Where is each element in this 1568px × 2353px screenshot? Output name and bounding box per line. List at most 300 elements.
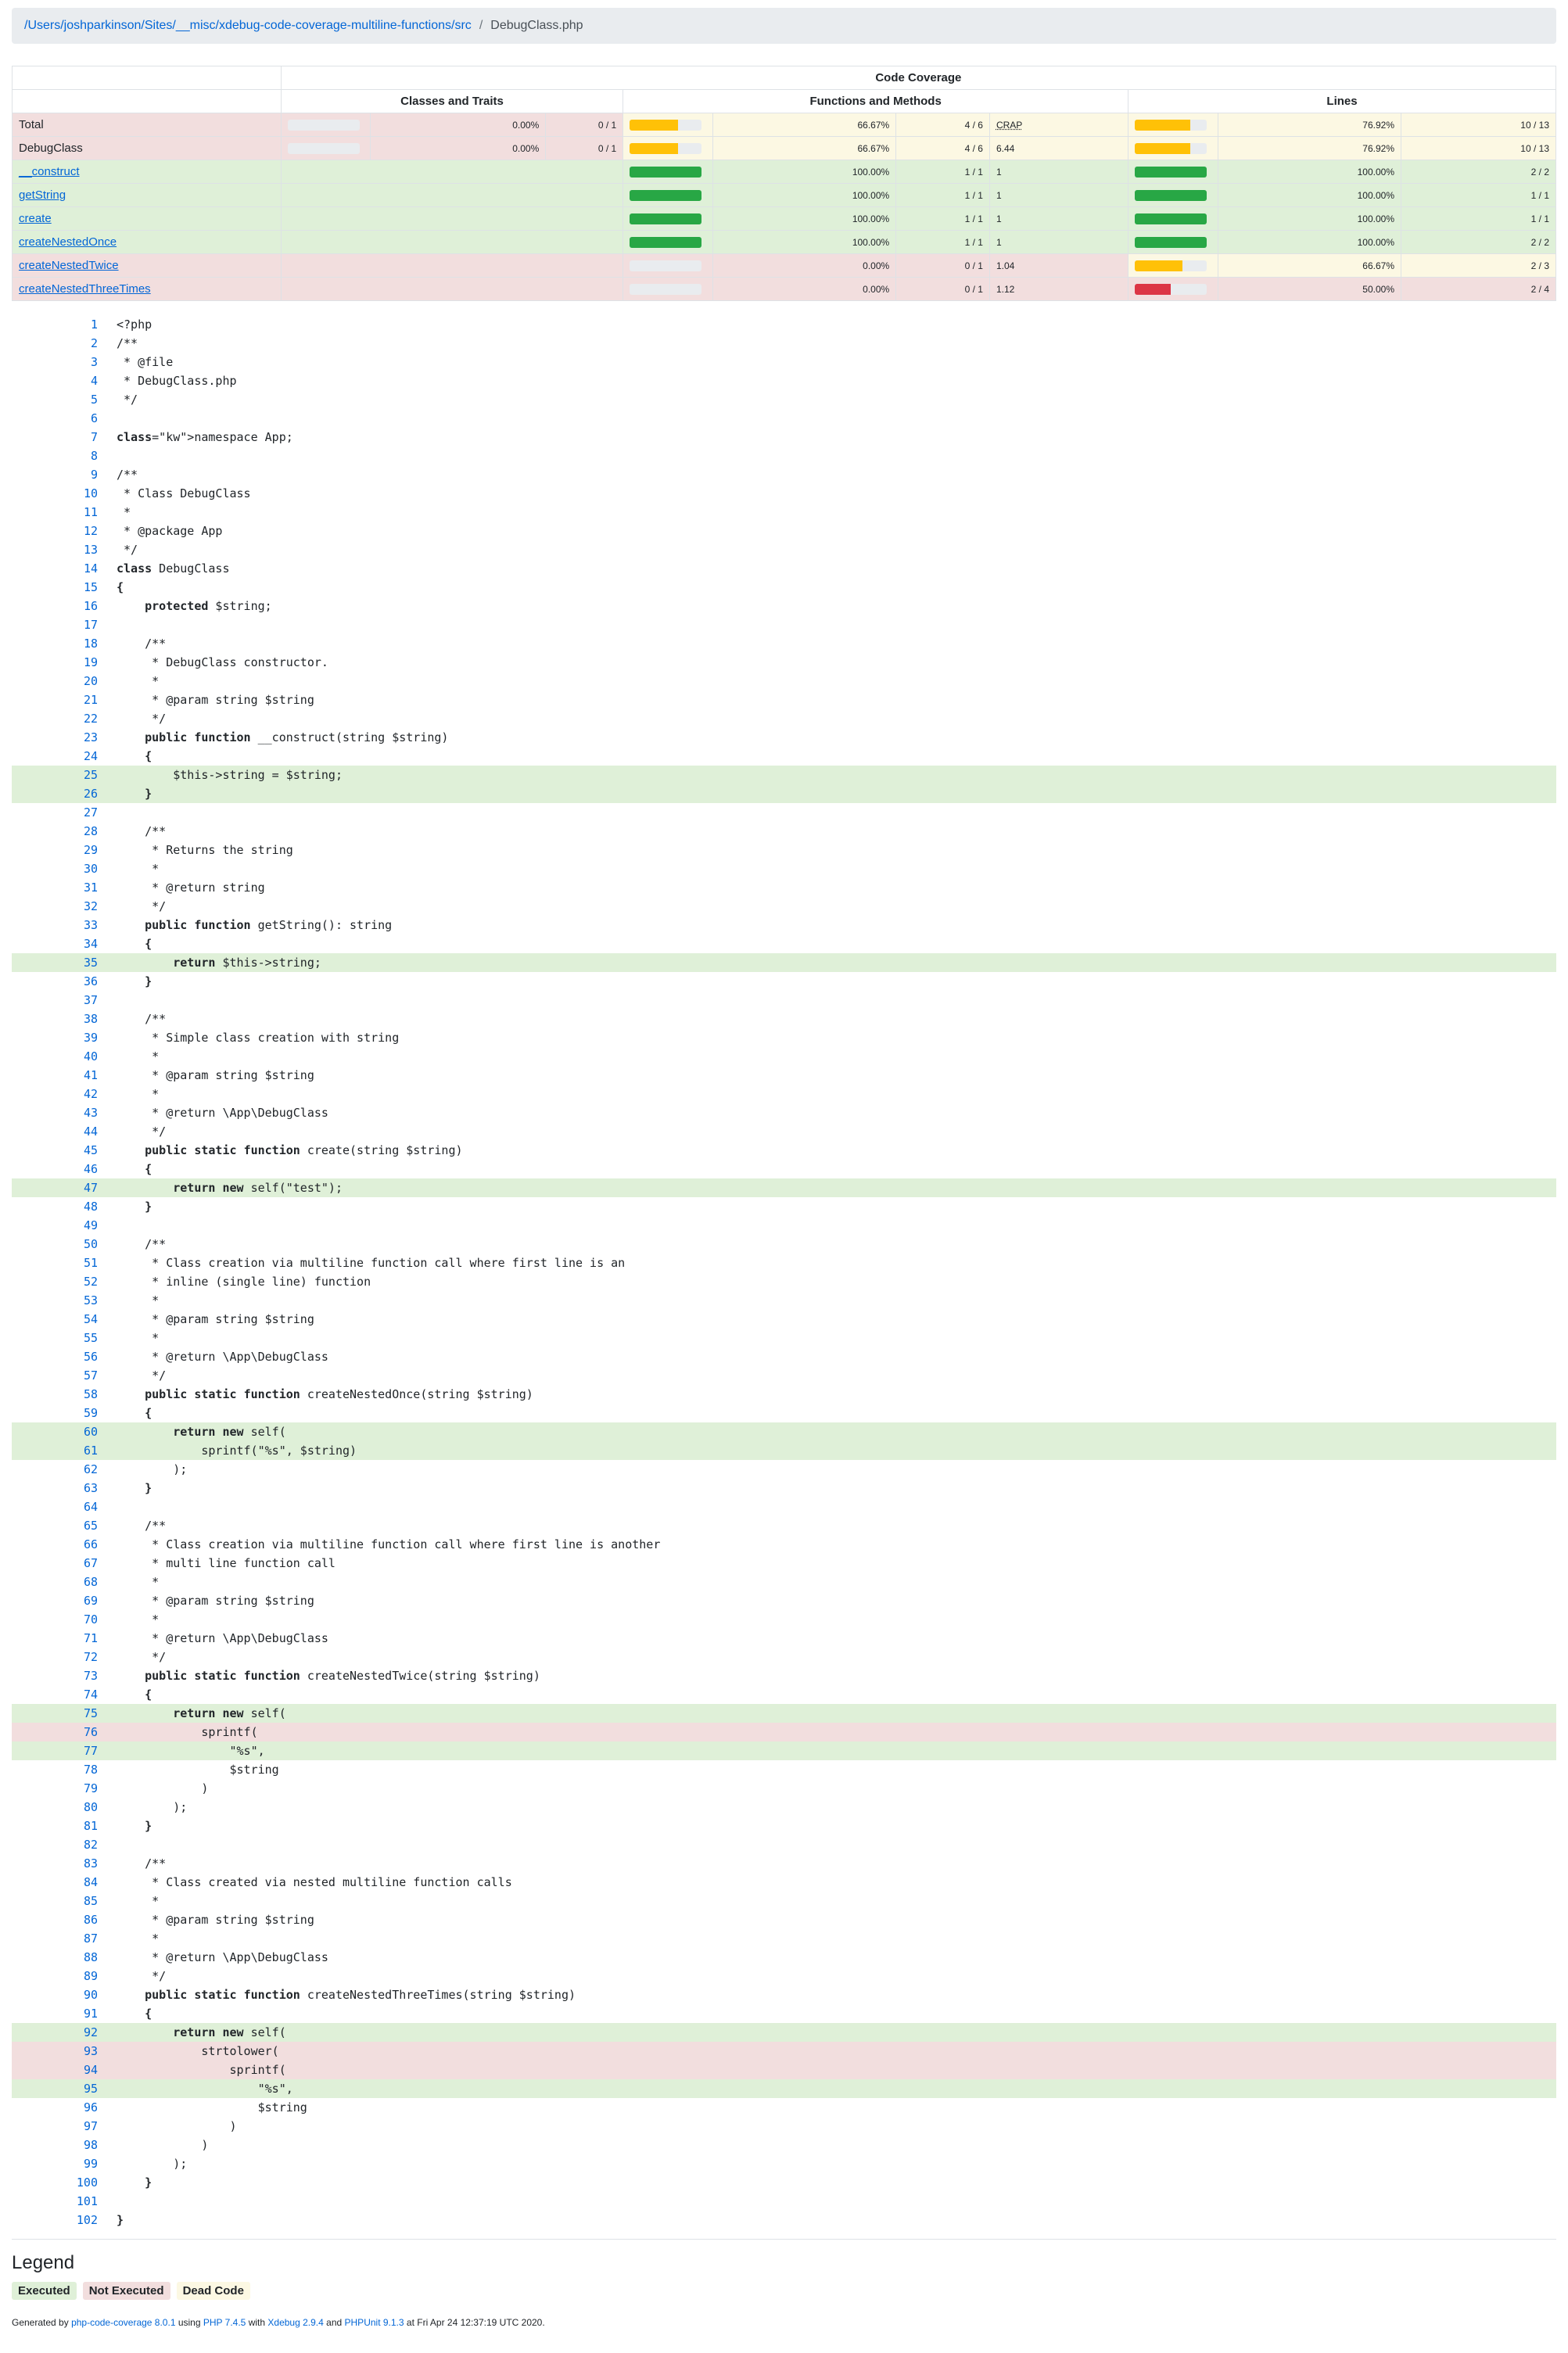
- line-number[interactable]: 60: [83, 1425, 98, 1439]
- coverage-empty-cell: [281, 160, 623, 184]
- coverage-count: 0 / 1: [896, 278, 990, 301]
- code-line: [12, 2117, 1556, 2136]
- line-source: class DebugClass: [117, 561, 230, 576]
- line-number[interactable]: 15: [83, 580, 98, 594]
- line-source: sprintf(: [117, 1725, 258, 1739]
- footer-tool-link[interactable]: php-code-coverage 8.0.1: [71, 2317, 176, 2328]
- line-number[interactable]: 97: [83, 2119, 98, 2133]
- code-line: [12, 1967, 1556, 1985]
- code-line: [12, 916, 1556, 934]
- line-number[interactable]: 14: [83, 561, 98, 576]
- line-number[interactable]: 24: [83, 749, 98, 763]
- code-line: [12, 897, 1556, 916]
- coverage-header-empty: [13, 66, 282, 90]
- code-line: [12, 934, 1556, 953]
- line-source: "%s",: [117, 1744, 265, 1758]
- coverage-row-name: [13, 184, 282, 207]
- line-number[interactable]: 38: [83, 1012, 98, 1026]
- crap-value: [989, 254, 1128, 278]
- code-line: [12, 634, 1556, 653]
- line-source: ): [117, 2138, 209, 2152]
- line-number[interactable]: 34: [83, 937, 98, 951]
- line-number[interactable]: 90: [83, 1988, 98, 2002]
- line-source: );: [117, 1800, 188, 1814]
- footer-text: Generated by: [12, 2317, 69, 2328]
- code-line: [12, 1329, 1556, 1347]
- line-number[interactable]: 41: [83, 1068, 98, 1082]
- line-number[interactable]: 54: [83, 1312, 98, 1326]
- code-line: [12, 672, 1556, 690]
- coverage-count: 1 / 1: [896, 231, 990, 254]
- code-line: [12, 841, 1556, 859]
- code-line: [12, 878, 1556, 897]
- line-number[interactable]: 76: [83, 1725, 98, 1739]
- line-source: public function getString(): string: [145, 918, 393, 932]
- breadcrumb-path-link[interactable]: /Users/joshparkinson/Sites/__misc/xdebug-code-coverage-multiline-functions/src: [24, 19, 472, 32]
- line-number[interactable]: 30: [83, 862, 98, 876]
- coverage-count: 2 / 4: [1401, 278, 1556, 301]
- coverage-bar-cell: [1128, 160, 1218, 184]
- coverage-percent: 76.92%: [1218, 137, 1401, 160]
- code-line: [12, 334, 1556, 353]
- line-number[interactable]: 88: [83, 1950, 98, 1964]
- line-number[interactable]: 93: [83, 2044, 98, 2058]
- line-source: {: [117, 749, 152, 763]
- coverage-percent: 0.00%: [712, 254, 895, 278]
- line-number[interactable]: 17: [83, 618, 98, 632]
- line-number[interactable]: 85: [83, 1894, 98, 1908]
- line-source: * @param string $string: [117, 1068, 314, 1082]
- coverage-row-link[interactable]: getString: [19, 188, 66, 202]
- code-line: [12, 1422, 1556, 1441]
- coverage-bar-fill: [1135, 284, 1171, 295]
- line-number[interactable]: 87: [83, 1932, 98, 1946]
- code-line: [12, 1122, 1556, 1141]
- code-line: [12, 1272, 1556, 1291]
- line-number[interactable]: 70: [83, 1612, 98, 1627]
- line-number[interactable]: 72: [83, 1650, 98, 1664]
- coverage-percent: 50.00%: [1218, 278, 1401, 301]
- code-line: [12, 653, 1556, 672]
- coverage-bar: [1135, 120, 1207, 131]
- line-number[interactable]: 20: [83, 674, 98, 688]
- code-line: [12, 2079, 1556, 2098]
- line-source: * Class created via nested multiline function calls: [117, 1875, 512, 1889]
- line-number[interactable]: 67: [83, 1556, 98, 1570]
- line-number[interactable]: 18: [83, 637, 98, 651]
- code-line: [12, 371, 1556, 390]
- coverage-bar-fill: [1135, 143, 1190, 154]
- code-line: [12, 728, 1556, 747]
- code-line: [12, 428, 1556, 447]
- line-source: * @param string $string: [117, 1594, 314, 1608]
- code-line: [12, 522, 1556, 540]
- line-number[interactable]: 50: [83, 1237, 98, 1251]
- code-line: [12, 315, 1556, 334]
- coverage-bar: [630, 167, 701, 178]
- line-source: *: [117, 862, 160, 876]
- line-number[interactable]: 64: [83, 1500, 98, 1514]
- line-number[interactable]: 63: [83, 1481, 98, 1495]
- line-number[interactable]: 77: [83, 1744, 98, 1758]
- line-source: *: [117, 1331, 160, 1345]
- coverage-row-link[interactable]: createNestedOnce: [19, 235, 117, 249]
- code-line: [12, 1235, 1556, 1254]
- line-number[interactable]: 33: [83, 918, 98, 932]
- crap-score: 6.44: [996, 142, 1015, 154]
- line-number[interactable]: 32: [83, 899, 98, 913]
- coverage-bar-cell: [1128, 278, 1218, 301]
- code-line: [12, 2004, 1556, 2023]
- coverage-row: [13, 254, 1556, 278]
- line-number[interactable]: 44: [83, 1124, 98, 1139]
- coverage-empty-cell: [281, 184, 623, 207]
- line-number[interactable]: 19: [83, 655, 98, 669]
- crap-value: [989, 184, 1128, 207]
- coverage-percent: 100.00%: [1218, 231, 1401, 254]
- coverage-bar-cell: [623, 278, 713, 301]
- coverage-bar-fill: [630, 120, 677, 131]
- code-line: [12, 747, 1556, 766]
- line-number[interactable]: 69: [83, 1594, 98, 1608]
- footer-php-link[interactable]: PHP 7.4.5: [203, 2317, 246, 2328]
- line-number[interactable]: 6: [90, 411, 98, 425]
- line-source: public static function createNestedOnce(string $string): [145, 1387, 533, 1401]
- line-number[interactable]: 59: [83, 1406, 98, 1420]
- coverage-bar: [630, 260, 701, 271]
- line-number[interactable]: 7: [90, 430, 98, 444]
- coverage-bar: [630, 213, 701, 224]
- footer-phpunit-link[interactable]: PHPUnit 9.1.3: [344, 2317, 404, 2328]
- line-number[interactable]: 61: [83, 1444, 98, 1458]
- coverage-row-name: [13, 278, 282, 301]
- crap-score: 1.12: [996, 283, 1015, 295]
- coverage-row-name: [13, 113, 282, 137]
- line-number[interactable]: 96: [83, 2100, 98, 2114]
- coverage-count: 1 / 1: [896, 160, 990, 184]
- code-line: [12, 1103, 1556, 1122]
- code-line: [12, 465, 1556, 484]
- coverage-header-title: Code Coverage: [281, 66, 1555, 90]
- coverage-bar-cell: [1128, 137, 1218, 160]
- crap-score: 1: [996, 189, 1002, 201]
- code-line: [12, 559, 1556, 578]
- line-number[interactable]: 8: [90, 449, 98, 463]
- line-number[interactable]: 81: [83, 1819, 98, 1833]
- line-source: * multi line function call: [117, 1556, 335, 1570]
- code-line: [12, 1723, 1556, 1741]
- line-number[interactable]: 21: [83, 693, 98, 707]
- coverage-bar: [630, 143, 701, 154]
- crap-value: [989, 137, 1128, 160]
- line-number[interactable]: 4: [90, 374, 98, 388]
- coverage-percent: 66.67%: [712, 113, 895, 137]
- line-number[interactable]: 55: [83, 1331, 98, 1345]
- line-source: sprintf(: [117, 2063, 286, 2077]
- line-number[interactable]: 48: [83, 1200, 98, 1214]
- coverage-bar: [288, 143, 360, 154]
- line-number[interactable]: 2: [90, 336, 98, 350]
- line-number[interactable]: 31: [83, 881, 98, 895]
- line-source: * @param string $string: [117, 1913, 314, 1927]
- line-number[interactable]: 94: [83, 2063, 98, 2077]
- coverage-bar: [630, 190, 701, 201]
- coverage-table: [12, 66, 1556, 301]
- coverage-bar-cell: [281, 137, 371, 160]
- coverage-bar-cell: [1128, 113, 1218, 137]
- line-source: * @package App: [117, 524, 223, 538]
- code-line: [12, 1610, 1556, 1629]
- line-source: * @return \App\DebugClass: [117, 1950, 328, 1964]
- line-number[interactable]: 43: [83, 1106, 98, 1120]
- coverage-count: 2 / 2: [1401, 160, 1556, 184]
- coverage-count: 1 / 1: [1401, 184, 1556, 207]
- coverage-bar-cell: [623, 254, 713, 278]
- line-source: }: [117, 1819, 152, 1833]
- code-line: [12, 1985, 1556, 2004]
- line-number[interactable]: 49: [83, 1218, 98, 1232]
- line-source: }: [117, 1481, 152, 1495]
- line-number[interactable]: 66: [83, 1537, 98, 1551]
- line-source: {: [117, 1162, 152, 1176]
- line-number[interactable]: 42: [83, 1087, 98, 1101]
- coverage-count: 2 / 2: [1401, 231, 1556, 254]
- line-number[interactable]: 16: [83, 599, 98, 613]
- line-source: }: [117, 1200, 152, 1214]
- line-number[interactable]: 45: [83, 1143, 98, 1157]
- coverage-row-label: Total: [19, 118, 44, 131]
- coverage-bar-cell: [623, 207, 713, 231]
- line-source: * @file: [117, 355, 174, 369]
- coverage-percent: 100.00%: [712, 231, 895, 254]
- line-number[interactable]: 46: [83, 1162, 98, 1176]
- coverage-bar-fill: [630, 190, 701, 201]
- coverage-count: 10 / 13: [1401, 137, 1556, 160]
- coverage-row-link[interactable]: __construct: [19, 165, 80, 178]
- coverage-bar-fill: [630, 237, 701, 248]
- code-line: [12, 1385, 1556, 1404]
- coverage-bar: [288, 120, 360, 131]
- line-source: /**: [117, 1856, 167, 1871]
- code-line: [12, 1141, 1556, 1160]
- code-line: [12, 1873, 1556, 1892]
- line-number[interactable]: 12: [83, 524, 98, 538]
- line-number[interactable]: 92: [83, 2025, 98, 2039]
- line-number[interactable]: 101: [76, 2194, 98, 2208]
- line-source: $string: [117, 2100, 307, 2114]
- line-number[interactable]: 65: [83, 1519, 98, 1533]
- column-functions-methods: Functions and Methods: [623, 90, 1128, 113]
- code-line: [12, 953, 1556, 972]
- line-number[interactable]: 26: [83, 787, 98, 801]
- line-number[interactable]: 10: [83, 486, 98, 500]
- coverage-bar: [1135, 213, 1207, 224]
- coverage-bar: [630, 237, 701, 248]
- coverage-count: 1 / 1: [896, 207, 990, 231]
- line-source: /**: [117, 824, 167, 838]
- coverage-row-name: [13, 137, 282, 160]
- crap-score: 1: [996, 166, 1002, 178]
- line-source: public static function create(string $string): [145, 1143, 463, 1157]
- coverage-bar-fill: [1135, 237, 1207, 248]
- coverage-empty-cell: [281, 231, 623, 254]
- coverage-row-link[interactable]: createNestedThreeTimes: [19, 282, 151, 296]
- line-source: * Class creation via multiline function call where first line is another: [117, 1537, 661, 1551]
- coverage-row: [13, 184, 1556, 207]
- code-line: [12, 1178, 1556, 1197]
- coverage-bar-cell: [623, 137, 713, 160]
- line-number[interactable]: 52: [83, 1275, 98, 1289]
- code-line: [12, 784, 1556, 803]
- line-source: *: [117, 1932, 160, 1946]
- line-number[interactable]: 79: [83, 1781, 98, 1795]
- line-number[interactable]: 86: [83, 1913, 98, 1927]
- line-source: * @return \App\DebugClass: [117, 1631, 328, 1645]
- line-number[interactable]: 27: [83, 805, 98, 820]
- line-source: *: [117, 1894, 160, 1908]
- line-number[interactable]: 89: [83, 1969, 98, 1983]
- code-line: [12, 2173, 1556, 2192]
- line-number[interactable]: 56: [83, 1350, 98, 1364]
- line-number[interactable]: 80: [83, 1800, 98, 1814]
- line-source: /**: [117, 637, 167, 651]
- line-number[interactable]: 36: [83, 974, 98, 988]
- code-line: [12, 1028, 1556, 1047]
- line-number[interactable]: 25: [83, 768, 98, 782]
- line-number[interactable]: 102: [76, 2213, 98, 2227]
- line-number[interactable]: 1: [90, 317, 98, 332]
- code-line: [12, 1310, 1556, 1329]
- coverage-bar: [1135, 190, 1207, 201]
- footer-xdebug-link[interactable]: Xdebug 2.9.4: [267, 2317, 324, 2328]
- line-number[interactable]: 5: [90, 393, 98, 407]
- line-source: $string: [117, 1763, 279, 1777]
- coverage-row-link[interactable]: createNestedTwice: [19, 259, 119, 272]
- line-source: /**: [117, 1012, 167, 1026]
- coverage-row-link[interactable]: create: [19, 212, 52, 225]
- divider: [12, 2239, 1556, 2240]
- code-line: [12, 1948, 1556, 1967]
- line-number[interactable]: 28: [83, 824, 98, 838]
- line-source: /**: [117, 1519, 167, 1533]
- code-line: [12, 1929, 1556, 1948]
- code-line: [12, 1460, 1556, 1479]
- line-number[interactable]: 22: [83, 712, 98, 726]
- line-number[interactable]: 53: [83, 1293, 98, 1307]
- code-line: [12, 972, 1556, 991]
- line-number[interactable]: 75: [83, 1706, 98, 1720]
- line-number[interactable]: 62: [83, 1462, 98, 1476]
- line-number[interactable]: 23: [83, 730, 98, 744]
- line-source: }: [117, 974, 152, 988]
- breadcrumb-current-file: DebugClass.php: [490, 19, 583, 32]
- code-line: [12, 615, 1556, 634]
- line-source: */: [117, 899, 167, 913]
- line-source: * Simple class creation with string: [117, 1031, 400, 1045]
- line-number[interactable]: 40: [83, 1049, 98, 1064]
- line-source: * @return string: [117, 881, 265, 895]
- line-number[interactable]: 95: [83, 2082, 98, 2096]
- code-line: [12, 1479, 1556, 1498]
- line-number[interactable]: 11: [83, 505, 98, 519]
- line-number[interactable]: 84: [83, 1875, 98, 1889]
- line-number[interactable]: 47: [83, 1181, 98, 1195]
- breadcrumb-separator: /: [479, 19, 483, 32]
- code-line: [12, 1760, 1556, 1779]
- footer-timestamp: at Fri Apr 24 12:37:19 UTC 2020.: [406, 2317, 545, 2328]
- line-number[interactable]: 58: [83, 1387, 98, 1401]
- code-line: [12, 1892, 1556, 1910]
- line-source: {: [117, 937, 152, 951]
- line-source: * inline (single line) function: [117, 1275, 371, 1289]
- line-source: */: [117, 1124, 167, 1139]
- line-number[interactable]: 57: [83, 1368, 98, 1383]
- coverage-row: [13, 207, 1556, 231]
- crap-score: 1: [996, 236, 1002, 248]
- line-number[interactable]: 82: [83, 1838, 98, 1852]
- coverage-bar-fill: [630, 143, 677, 154]
- crap-value: [989, 113, 1128, 137]
- coverage-percent: 0.00%: [712, 278, 895, 301]
- code-line: [12, 690, 1556, 709]
- coverage-bar-fill: [1135, 260, 1182, 271]
- line-number[interactable]: 68: [83, 1575, 98, 1589]
- coverage-percent: 0.00%: [371, 113, 546, 137]
- code-line: [12, 1010, 1556, 1028]
- coverage-bar-cell: [1128, 254, 1218, 278]
- line-number[interactable]: 74: [83, 1688, 98, 1702]
- line-number[interactable]: 83: [83, 1856, 98, 1871]
- coverage-bar-cell: [281, 113, 371, 137]
- coverage-percent: 100.00%: [1218, 184, 1401, 207]
- line-number[interactable]: 3: [90, 355, 98, 369]
- coverage-bar-fill: [1135, 190, 1207, 201]
- code-line: [12, 447, 1556, 465]
- line-number[interactable]: 98: [83, 2138, 98, 2152]
- line-number[interactable]: 100: [76, 2175, 98, 2190]
- line-number[interactable]: 51: [83, 1256, 98, 1270]
- coverage-count: 4 / 6: [896, 113, 990, 137]
- line-number[interactable]: 37: [83, 993, 98, 1007]
- coverage-count: 1 / 1: [896, 184, 990, 207]
- coverage-count: 10 / 13: [1401, 113, 1556, 137]
- line-number[interactable]: 99: [83, 2157, 98, 2171]
- coverage-bar-cell: [1128, 207, 1218, 231]
- line-source: strtolower(: [117, 2044, 279, 2058]
- line-source: /**: [117, 336, 138, 350]
- line-number[interactable]: 35: [83, 956, 98, 970]
- line-number[interactable]: 39: [83, 1031, 98, 1045]
- coverage-percent: 100.00%: [712, 207, 895, 231]
- line-source: public static function createNestedThreeTimes(string $string): [145, 1988, 576, 2002]
- line-number[interactable]: 91: [83, 2007, 98, 2021]
- code-line: [12, 1291, 1556, 1310]
- line-source: return new self(: [173, 1706, 286, 1720]
- line-source: */: [117, 543, 138, 557]
- line-number[interactable]: 78: [83, 1763, 98, 1777]
- code-line: [12, 1441, 1556, 1460]
- code-line: [12, 1854, 1556, 1873]
- code-line: [12, 1160, 1556, 1178]
- line-number[interactable]: 71: [83, 1631, 98, 1645]
- line-number[interactable]: 9: [90, 468, 98, 482]
- line-source: {: [117, 1688, 152, 1702]
- coverage-bar-fill: [1135, 213, 1207, 224]
- line-number[interactable]: 29: [83, 843, 98, 857]
- line-number[interactable]: 73: [83, 1669, 98, 1683]
- code-line: [12, 353, 1556, 371]
- line-number[interactable]: 13: [83, 543, 98, 557]
